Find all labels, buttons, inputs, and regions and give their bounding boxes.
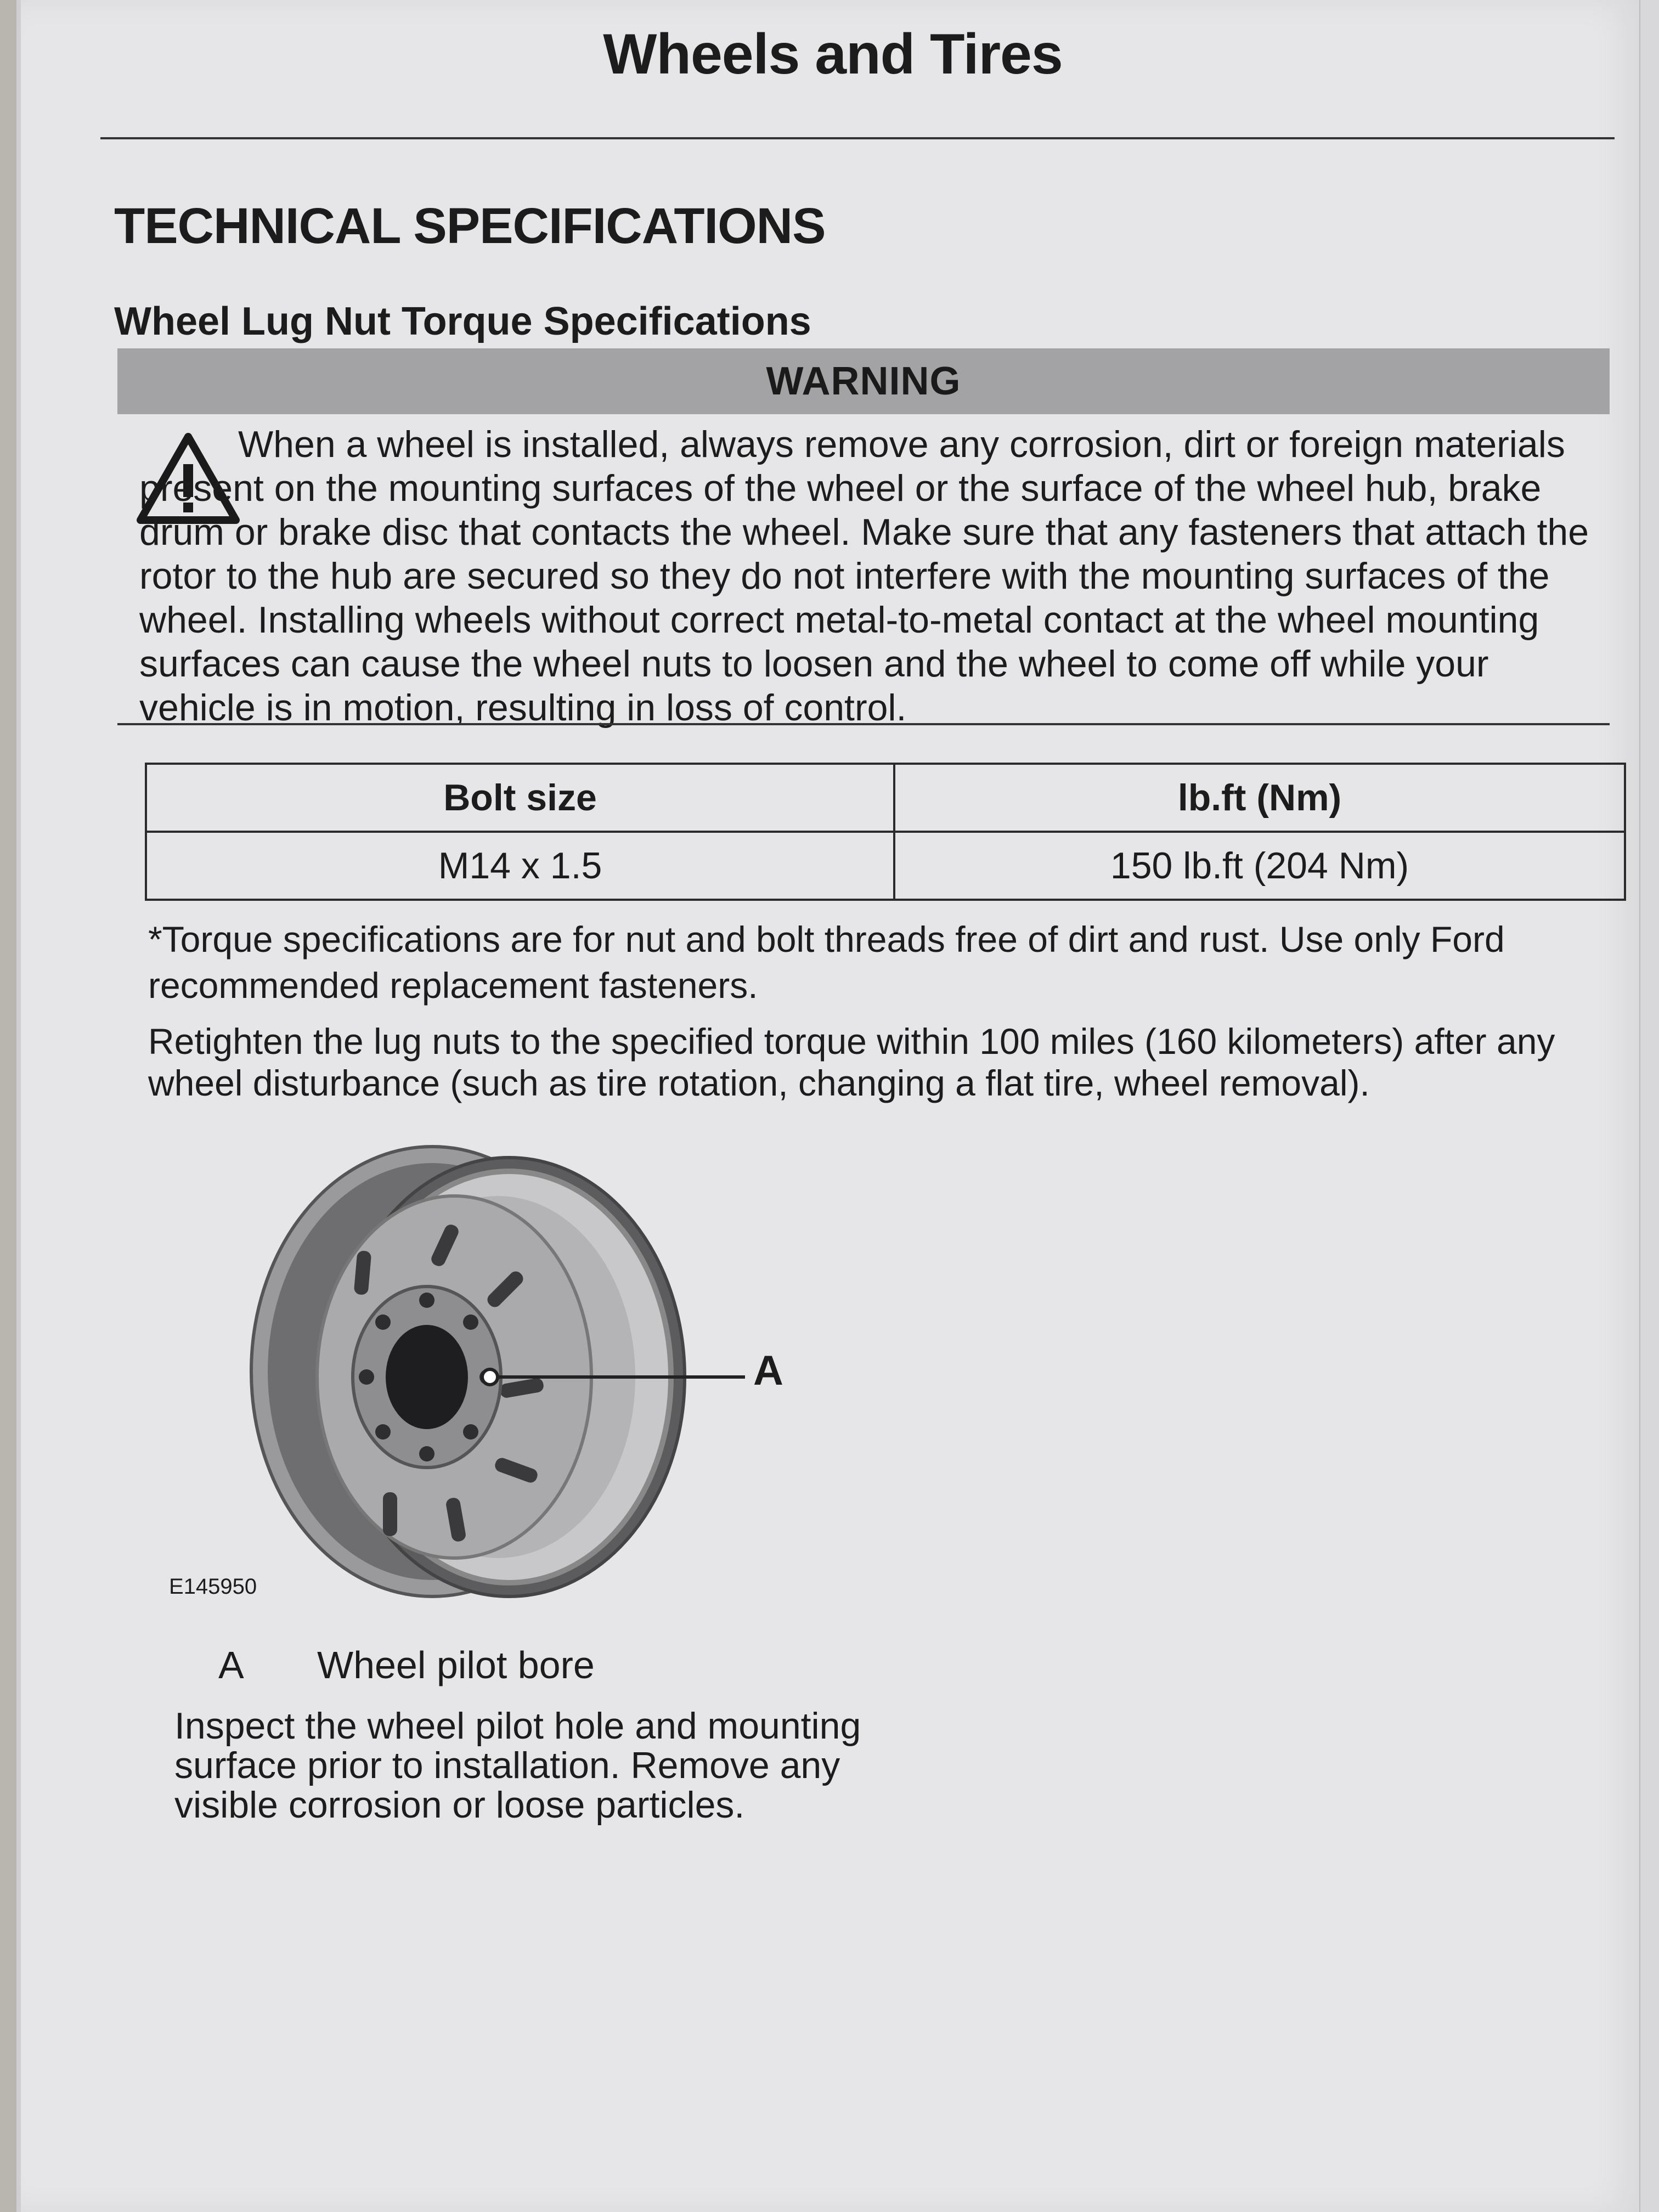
warning-text: When a wheel is installed, always remove any corrosion, dirt or foreign materials present on the mounting surfaces of the wheel or the surface of the wheel hub, brake drum or brake disc that contacts the wheel. Make sure that any fasteners that attach the rotor to the hub are secured so they do not interfere with the mounting surfaces of the wheel. Installing wheels without correct metal-to-metal contact at the wheel mounting surfaces can cause the wheel nuts to loosen and the wheel to come off while your vehicle is in motion, resulting in loss of control. [139,424,1589,729]
warning-bar [117,348,1610,414]
table-cell-bolt-size: M14 x 1.5 [146,832,894,900]
section-subtitle: Wheel Lug Nut Torque Specifications [114,300,811,343]
manual-page [16,0,1645,2212]
legend-key: A [218,1644,244,1686]
torque-note: *Torque specifications are for nut and bolt threads free of dirt and rust. Use only Ford recommended replacement fasteners. [148,919,1505,1006]
retighten-note: Retighten the lug nuts to the specified torque within 100 miles (160 kilometers) after any wheel disturbance (such as tire rotation, changing a flat tire, wheel removal). [148,1021,1555,1103]
header-divider [100,137,1615,139]
figure-code: E145950 [169,1575,257,1599]
wheel-illustration [202,1141,805,1607]
torque-spec-table [145,763,1626,901]
warning-divider [117,723,1610,725]
table-cell-torque: 150 lb.ft (204 Nm) [894,832,1625,900]
table-row [146,832,1625,900]
figure-legend [218,1643,595,1687]
warning-label: WARNING [766,359,961,403]
table-header-torque: lb.ft (Nm) [894,764,1625,832]
table-header-row [146,764,1625,832]
page-header-title: Wheels and Tires [603,22,1063,86]
warning-box [117,422,1610,729]
legend-text: Wheel pilot bore [317,1644,595,1686]
table-header-bolt-size: Bolt size [146,764,894,832]
adjacent-page-edge [1639,0,1659,2212]
inspect-text: Inspect the wheel pilot hole and mounting surface prior to installation. Remove any visible corrosion or loose particles. [174,1705,861,1826]
section-title: TECHNICAL SPECIFICATIONS [114,198,826,254]
figure-callout-label: A [753,1347,783,1394]
